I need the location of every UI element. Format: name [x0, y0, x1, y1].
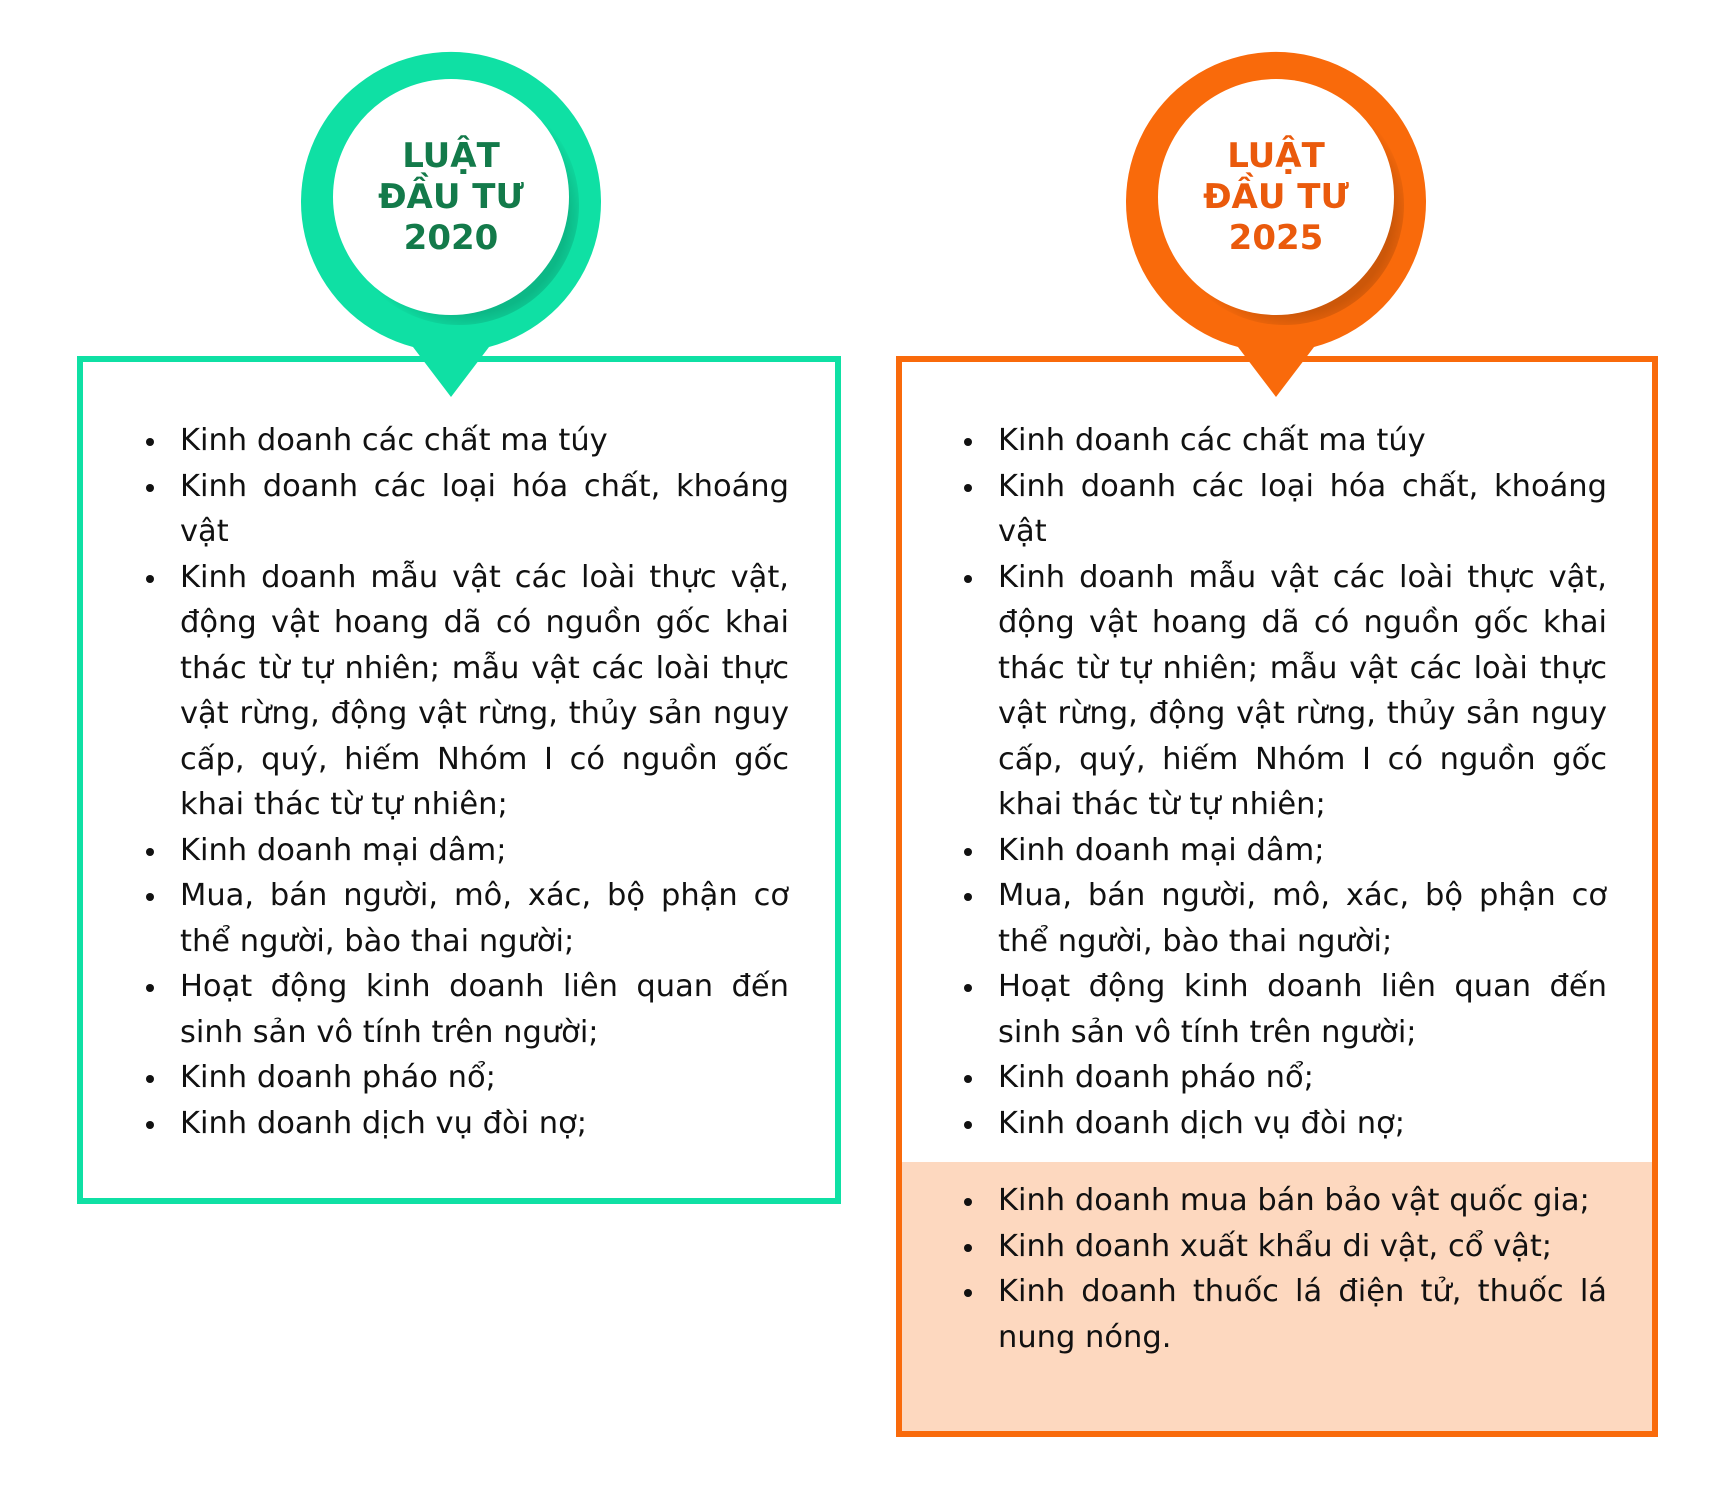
bullet-icon	[964, 575, 972, 583]
list-item: Kinh doanh mua bán bảo vật quốc gia;	[998, 1178, 1607, 1224]
bullet-icon	[146, 1075, 154, 1083]
bullet-icon	[964, 1198, 972, 1206]
bullet-icon	[964, 848, 972, 856]
bullet-icon	[146, 484, 154, 492]
list-item: Kinh doanh mại dâm;	[180, 828, 789, 874]
badge-title-2020: LUẬT ĐẦU TƯ 2020	[378, 135, 524, 258]
list-item: Kinh doanh các chất ma túy	[998, 418, 1607, 464]
list-item: Kinh doanh xuất khẩu di vật, cổ vật;	[998, 1224, 1607, 1270]
prohibited-list-2025	[998, 418, 1607, 1146]
bullet-icon	[964, 1121, 972, 1129]
bullet-icon	[964, 893, 972, 901]
list-item: Kinh doanh thuốc lá điện tử, thuốc lá nung nóng.	[998, 1269, 1607, 1360]
bullet-icon	[146, 575, 154, 583]
badge-2025	[1126, 47, 1426, 397]
list-box-2025	[896, 356, 1658, 1437]
list-item: Kinh doanh mẫu vật các loài thực vật, động vật hoang dã có nguồn gốc khai thác từ tự nhiên; mẫu vật các loài thực vật rừng, động vật rừng, thủy sản nguy cấp, quý, hiếm Nhóm I có nguồn gốc khai thác từ tự nhiên;	[180, 555, 789, 828]
list-item: Kinh doanh các loại hóa chất, khoáng vật	[180, 464, 789, 555]
prohibited-list-2020	[180, 418, 789, 1146]
bullet-icon	[964, 1244, 972, 1252]
bullet-icon	[964, 1075, 972, 1083]
bullet-icon	[146, 848, 154, 856]
list-item: Mua, bán người, mô, xác, bộ phận cơ thể người, bào thai người;	[998, 873, 1607, 964]
list-item: Kinh doanh dịch vụ đòi nợ;	[998, 1101, 1607, 1147]
list-item: Kinh doanh pháo nổ;	[180, 1055, 789, 1101]
list-item: Kinh doanh các loại hóa chất, khoáng vật	[998, 464, 1607, 555]
bullet-icon	[146, 893, 154, 901]
bullet-icon	[964, 438, 972, 446]
bullet-icon	[146, 984, 154, 992]
bullet-icon	[146, 1121, 154, 1129]
list-item: Kinh doanh pháo nổ;	[998, 1055, 1607, 1101]
bullet-icon	[146, 438, 154, 446]
list-item: Hoạt động kinh doanh liên quan đến sinh sản vô tính trên người;	[180, 964, 789, 1055]
bullet-icon	[964, 1289, 972, 1297]
new-items-highlight	[902, 1162, 1652, 1431]
badge-2020	[301, 47, 601, 397]
new-prohibited-list-2025	[998, 1178, 1607, 1360]
list-item: Hoạt động kinh doanh liên quan đến sinh sản vô tính trên người;	[998, 964, 1607, 1055]
list-box-2020	[77, 356, 841, 1204]
list-item: Kinh doanh mẫu vật các loài thực vật, động vật hoang dã có nguồn gốc khai thác từ tự nhiên; mẫu vật các loài thực vật rừng, động vật rừng, thủy sản nguy cấp, quý, hiếm Nhóm I có nguồn gốc khai thác từ tự nhiên;	[998, 555, 1607, 828]
list-item: Kinh doanh dịch vụ đòi nợ;	[180, 1101, 789, 1147]
bullet-icon	[964, 984, 972, 992]
badge-title-2025: LUẬT ĐẦU TƯ 2025	[1203, 135, 1349, 258]
list-item: Kinh doanh mại dâm;	[998, 828, 1607, 874]
list-item: Kinh doanh các chất ma túy	[180, 418, 789, 464]
list-item: Mua, bán người, mô, xác, bộ phận cơ thể người, bào thai người;	[180, 873, 789, 964]
bullet-icon	[964, 484, 972, 492]
